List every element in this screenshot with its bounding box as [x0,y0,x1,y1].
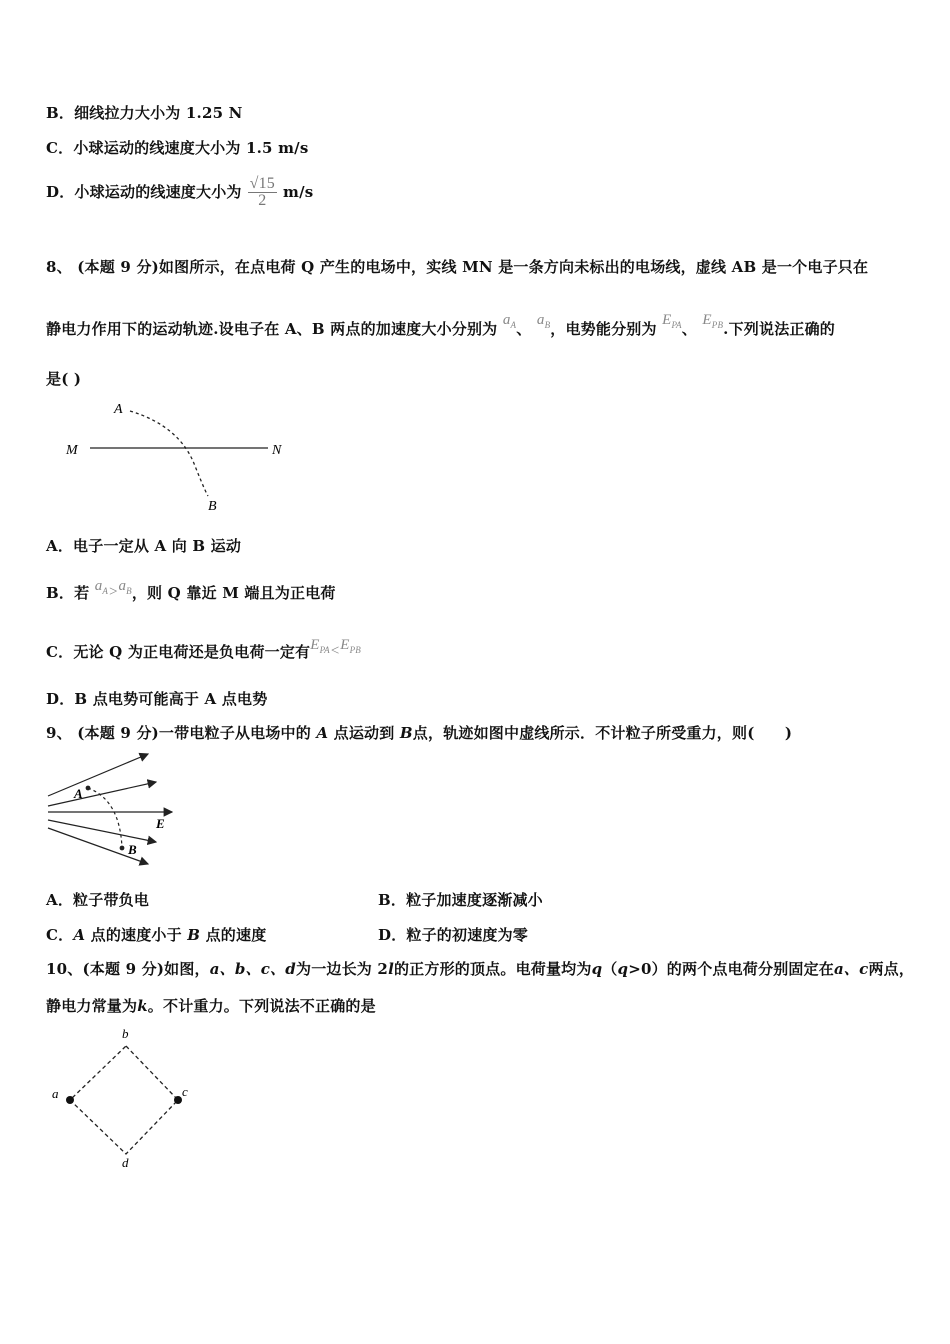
q10-stem-text-6: 两点， [868,960,915,978]
q9-option-c [46,924,266,945]
q8-option-d: D．B 点电势可能高于 A 点电势 [46,690,268,708]
energy-pa-symbol: $E_{PA}$ [310,637,330,655]
q8-option-c-text: C．无论 Q 为正电荷还是负电荷一定有 [46,643,311,661]
trajectory-ab [130,411,208,496]
fraction-denominator: 2 [258,192,267,209]
charged-vertices: a、c [834,960,869,978]
q9-option-d: D．粒子的初速度为零 [378,926,529,944]
q9-option-c-end: 点的速度 [205,926,267,944]
q8-option-a: A．电子一定从 A 向 B 运动 [46,537,242,555]
q8-stem-line2 [46,312,835,340]
label-c: c [182,1084,188,1099]
greater-than-sign: > [108,584,119,600]
q8-stem-line2-text: 静电力作用下的运动轨迹.设电子在 A、B 两点的加速度大小分别为 [46,320,498,338]
q10-stem-text-5: >0）的两个点电荷分别固定在 [628,960,834,978]
label-b: B [128,842,137,857]
label-d: d [122,1155,129,1170]
q8-stem-line2-end: .下列说法正确的 [723,320,835,338]
label-e: E [156,816,165,831]
q8-field-line-figure [60,396,300,518]
q8-option-c [46,637,361,663]
label-n: N [272,443,282,458]
q10-stem-text-4: （ [602,960,618,978]
charge-symbol: q [617,960,629,978]
charge-c-dot [174,1096,182,1104]
coulomb-constant-symbol: k [137,997,148,1015]
label-a: a [52,1086,59,1101]
label-b: B [208,499,217,514]
energy-pb-symbol: $E_{PB}$ [702,312,724,330]
q9-option-c-prefix: C． [46,926,74,944]
q10-stem-text-7: 静电力常量为 [46,997,138,1015]
charge-a-dot [66,1096,74,1104]
q10-stem-line1 [46,958,914,979]
q8-option-b-text: B．若 [46,584,90,602]
q8-stem-line1: 8、 (本题 9 分)如图所示，在点电荷 Q 产生的电场中，实线 MN 是一条方向未标出的电场线，虚线 AB 是一个电子只在 [46,258,869,276]
q7-option-d-unit: m/s [283,183,314,201]
separator: 、 [681,320,697,338]
q9-option-b: B．粒子加速度逐渐减小 [378,891,543,909]
point-a-label: A [316,724,329,742]
label-m: M [66,443,78,458]
q8-stem-line2-mid: ，电势能分别为 [550,320,657,338]
q9-stem [46,722,792,743]
q9-stem-text-2: 点运动到 [333,724,395,742]
energy-pa-symbol: $E_{PA}$ [662,312,682,330]
particle-trajectory [88,788,122,848]
q7-option-c: C．小球运动的线速度大小为 1.5 m/s [46,139,309,157]
field-line-2 [48,782,156,806]
separator: 、 [516,320,532,338]
point-a-label: A [73,926,86,944]
energy-pb-symbol: $E_{PB}$ [340,637,361,655]
q10-square-figure [44,1022,204,1172]
q9-electric-field-figure [44,748,184,870]
field-line-1 [48,754,148,796]
accel-b-symbol: $a_B$ [536,312,551,330]
q9-option-c-text: 点的速度小于 [90,926,182,944]
label-b: b [122,1026,129,1041]
accel-a-symbol: $a_A$ [502,312,517,330]
fraction-numerator: √15 [249,175,275,192]
q7-option-b: B．细线拉力大小为 1.25 N [46,104,243,122]
q9-stem-text-3: 点，轨迹如图中虚线所示．不计粒子所受重力，则( ) [412,724,793,742]
q10-stem-text: 10、(本题 9 分)如图， [46,960,210,978]
charge-symbol: q [591,960,603,978]
q7-option-d-text: D．小球运动的线速度大小为 [46,183,242,201]
q10-stem-text-3: 的正方形的顶点。电荷量均为 [393,960,592,978]
length-symbol: l [388,960,394,978]
accel-a-symbol: $a_A$ [94,578,109,596]
point-a-dot [86,786,91,791]
q8-stem-line3: 是( ) [46,370,82,388]
point-b-dot [120,846,125,851]
label-a: A [74,786,83,801]
vertex-labels: a、b、c、d [209,960,296,978]
q9-option-a: A．粒子带负电 [46,891,150,909]
q8-option-b-end: ，则 Q 靠近 M 端且为正电荷 [131,584,336,602]
square-outline [70,1046,178,1154]
field-line-4 [48,820,156,842]
label-a: A [114,402,123,417]
sqrt15-over-2-fraction [248,176,277,209]
q10-stem-text-8: 。不计重力。下列说法不正确的是 [147,997,376,1015]
q7-option-d [46,176,313,209]
accel-b-symbol: $a_B$ [118,578,132,596]
less-than-sign: < [329,643,341,659]
q9-stem-text: 9、 (本题 9 分)一带电粒子从电场中的 [46,724,311,742]
q10-stem-text-2: 为一边长为 2 [296,960,389,978]
q8-option-b [46,578,336,604]
point-b-label: B [399,724,413,742]
point-b-label: B [187,926,201,944]
q10-stem-line2 [46,995,376,1016]
